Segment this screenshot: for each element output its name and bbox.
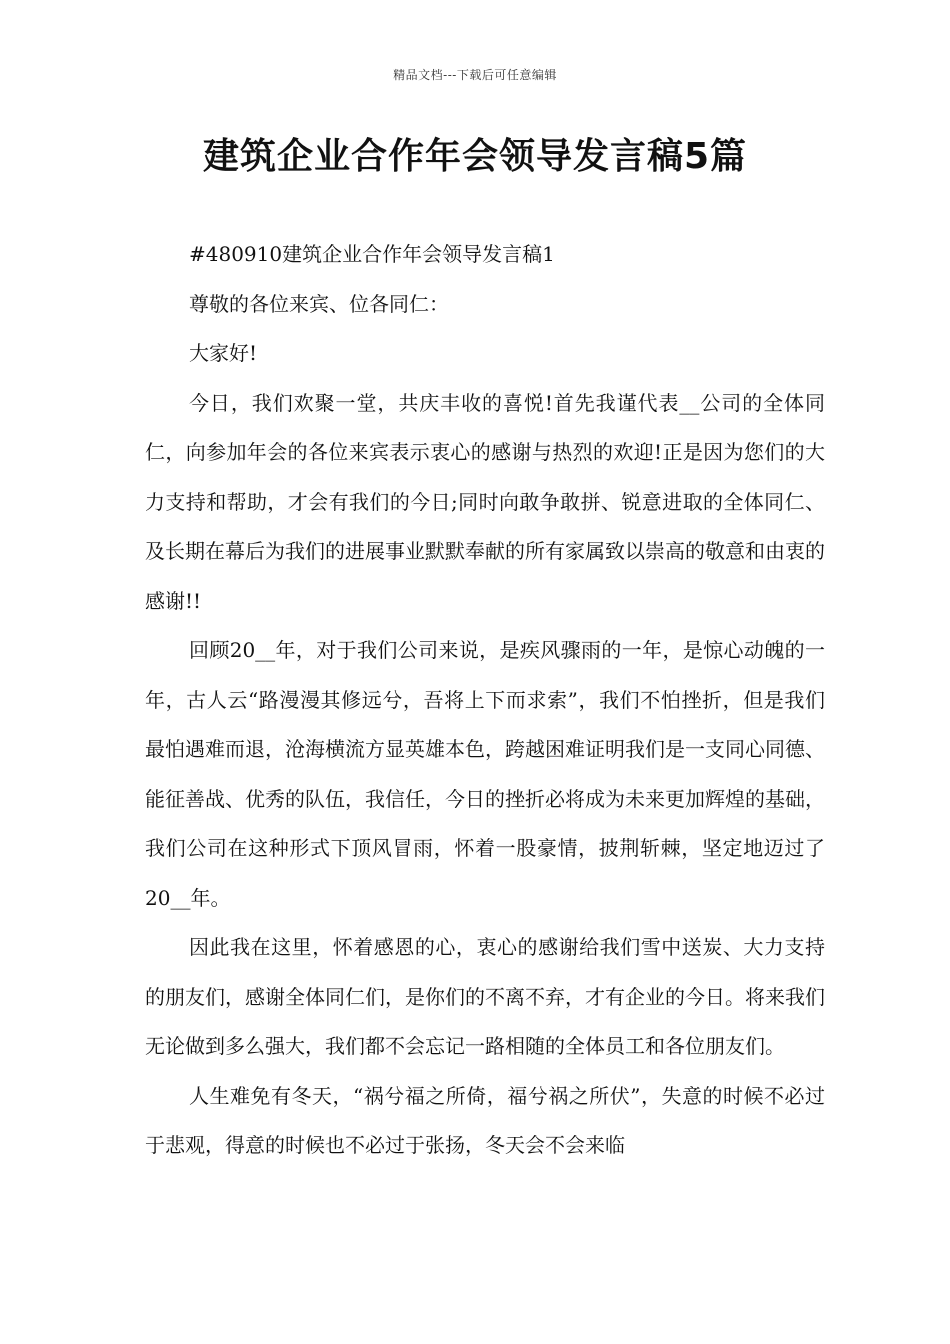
document-body (145, 230, 825, 1171)
paragraph: 今日，我们欢聚一堂，共庆丰收的喜悦!首先我谨代表__公司的全体同仁，向参加年会的各位来宾表示衷心的感谢与热烈的欢迎!正是因为您们的大力支持和帮助，才会有我们的今日;同时向敢争敢拼、锐意进取的全体同仁、及长期在幕后为我们的进展事业默默奉献的所有家属致以崇高的敬意和由衷的感谢!! (145, 390, 825, 613)
document-title: 建筑企业合作年会领导发言稿5篇 (202, 136, 748, 177)
header-note: 精品文档---下载后可任意编辑 (393, 68, 557, 82)
paragraph: 人生难免有冬天，“祸兮福之所倚，福兮祸之所伏”，失意的时候不必过于悲观，得意的时候也不必过于张扬，冬天会不会来临 (145, 1083, 825, 1157)
paragraph: 因此我在这里，怀着感恩的心，衷心的感谢给我们雪中送炭、大力支持的朋友们，感谢全体同仁们，是你们的不离不弃，才有企业的今日。将来我们无论做到多么强大，我们都不会忘记一路相随的全体员工和各位朋友们。 (145, 935, 825, 1058)
paragraph-salutation: 尊敬的各位来宾、位各同仁： (189, 291, 449, 316)
paragraph: 回顾20__年，对于我们公司来说，是疾风骤雨的一年，是惊心动魄的一年，古人云“路漫漫其修远兮，吾将上下而求索”，我们不怕挫折，但是我们最怕遇难而退，沧海横流方显英雄本色，跨越困难证明我们是一支同心同德、能征善战、优秀的队伍，我信任，今日的挫折必将成为未来更加辉煌的基础，我们公司在这种形式下顶风冒雨，怀着一股豪情，披荆斩棘，坚定地迈过了20__年。 (145, 638, 825, 910)
paragraph-greeting: 大家好! (189, 341, 258, 365)
paragraph-heading: #480910建筑企业合作年会领导发言稿1 (189, 242, 555, 266)
